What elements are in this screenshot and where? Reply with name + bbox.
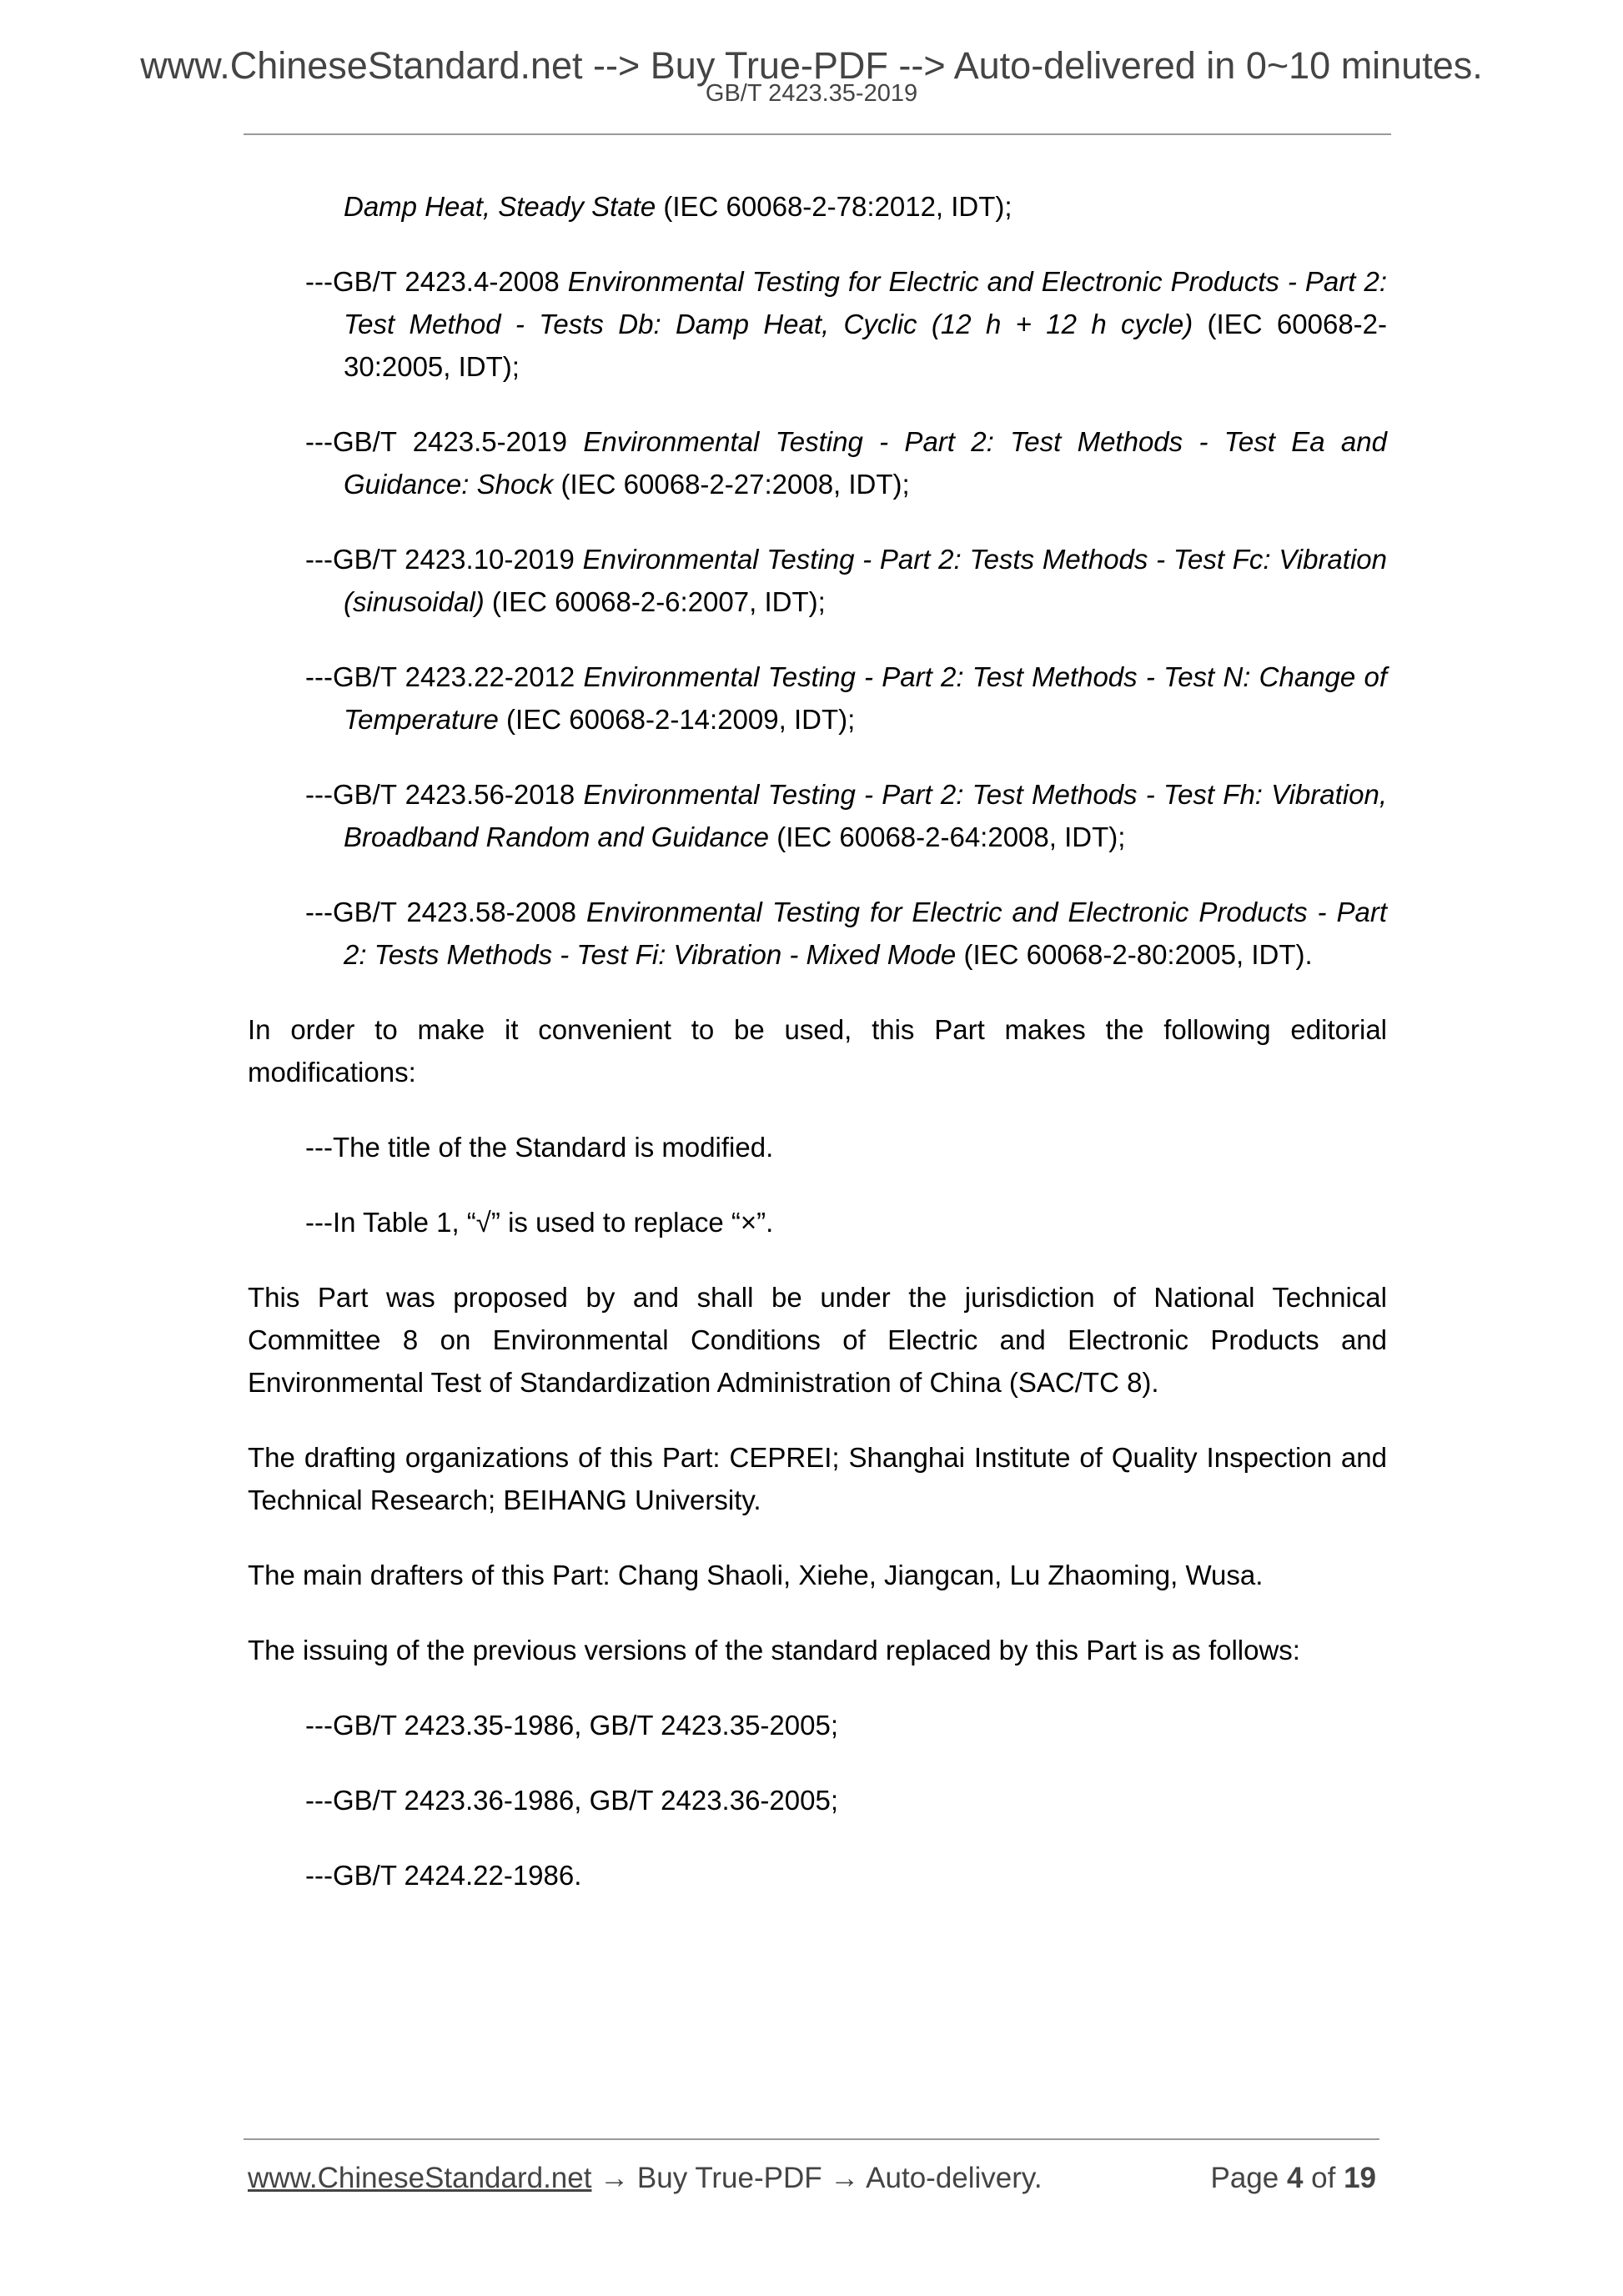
text-segment: ---In Table 1, “√” is used to replace “×”.: [305, 1207, 774, 1238]
text-segment: (IEC 60068-2-14:2009, IDT);: [498, 704, 856, 735]
paragraph: [248, 1008, 1387, 1093]
page-number: [1210, 2160, 1376, 2197]
list-item: [305, 260, 1387, 388]
text-segment: In order to make it convenient to be used, this Part makes the following editorial modifications:: [248, 1014, 1387, 1088]
list-item: [305, 1779, 1387, 1821]
text-segment: ---GB/T 2423.35-1986, GB/T 2423.35-2005;: [305, 1710, 839, 1741]
text-segment: (IEC 60068-2-78:2012, IDT);: [656, 191, 1012, 222]
text-segment: The drafting organizations of this Part: CEPREI; Shanghai Institute of Quality Inspection and Technical Research; BEIHANG University.: [248, 1442, 1387, 1515]
text-segment: (IEC 60068-2-30:2005, IDT);: [344, 309, 1387, 382]
total-pages: 19: [1344, 2162, 1376, 2194]
paragraph: [248, 1276, 1387, 1404]
italic-title: Environmental Testing for Electric and Electronic Products - Part 2: Tests Methods - Test Fi: Vibration - Mixed Mode: [344, 897, 1387, 970]
document-body: [248, 185, 1387, 1929]
list-item: [305, 1126, 1387, 1168]
text-segment: The issuing of the previous versions of the standard replaced by this Part is as follows:: [248, 1635, 1300, 1665]
paragraph: [248, 1554, 1387, 1596]
italic-title: Environmental Testing - Part 2: Test Methods - Test Ea and Guidance: Shock: [344, 426, 1387, 500]
document-id: GB/T 2423.35-2019: [705, 80, 918, 107]
text-segment: ---GB/T 2423.58-2008: [305, 897, 586, 927]
text-segment: (IEC 60068-2-80:2005, IDT).: [956, 939, 1313, 970]
italic-title: Damp Heat, Steady State: [344, 191, 656, 222]
text-segment: ---GB/T 2423.22-2012: [305, 661, 584, 692]
list-item: [305, 891, 1387, 976]
text-segment: The main drafters of this Part: Chang Shaoli, Xiehe, Jiangcan, Lu Zhaoming, Wusa.: [248, 1560, 1264, 1590]
footer-divider: [244, 2138, 1379, 2140]
page-label: Page: [1210, 2162, 1287, 2194]
text-segment: ---The title of the Standard is modified.: [305, 1132, 774, 1163]
list-item: [305, 656, 1387, 741]
of-label: of: [1303, 2162, 1344, 2194]
italic-title: Environmental Testing - Part 2: Test Methods - Test N: Change of Temperature: [344, 661, 1387, 735]
italic-title: Environmental Testing for Electric and Electronic Products - Part 2: Test Method - Tests Db: Damp Heat, Cyclic (12 h + 12 h cycle): [344, 266, 1387, 339]
text-segment: (IEC 60068-2-64:2008, IDT);: [769, 821, 1126, 852]
text-segment: ---GB/T 2424.22-1986.: [305, 1860, 582, 1891]
list-item: [305, 1201, 1387, 1243]
list-item: [248, 185, 1387, 228]
header-divider: [244, 133, 1391, 135]
current-page: 4: [1286, 2162, 1304, 2194]
text-segment: (IEC 60068-2-6:2007, IDT);: [484, 586, 826, 617]
header-banner: www.ChineseStandard.net --> Buy True-PDF --> Auto-delivered in 0~10 minutes.: [140, 44, 1483, 87]
list-item: [305, 420, 1387, 505]
footer-link[interactable]: www.ChineseStandard.net: [248, 2162, 592, 2194]
italic-title: Environmental Testing - Part 2: Test Methods - Test Fh: Vibration, Broadband Random and Guidance: [344, 779, 1387, 852]
footer: [248, 2160, 1376, 2197]
text-segment: ---GB/T 2423.4-2008: [305, 266, 568, 297]
italic-title: Environmental Testing - Part 2: Tests Methods - Test Fc: Vibration (sinusoidal): [344, 544, 1387, 617]
list-item: [305, 1704, 1387, 1746]
text-segment: ---GB/T 2423.36-1986, GB/T 2423.36-2005;: [305, 1785, 839, 1816]
paragraph: [248, 1629, 1387, 1671]
footer-text: → Buy True-PDF → Auto-delivery.: [591, 2162, 1043, 2194]
text-segment: ---GB/T 2423.56-2018: [305, 779, 584, 810]
text-segment: (IEC 60068-2-27:2008, IDT);: [553, 469, 910, 500]
text-segment: ---GB/T 2423.10-2019: [305, 544, 583, 575]
list-item: [305, 773, 1387, 858]
text-segment: ---GB/T 2423.5-2019: [305, 426, 584, 457]
list-item: [305, 1854, 1387, 1897]
list-item: [305, 538, 1387, 623]
text-segment: This Part was proposed by and shall be under the jurisdiction of National Technical Committee 8 on Environmental Conditions of Electric and Electronic Products and Environmental Test of Standardization Administration of China (SAC/TC 8).: [248, 1282, 1387, 1398]
paragraph: [248, 1436, 1387, 1521]
